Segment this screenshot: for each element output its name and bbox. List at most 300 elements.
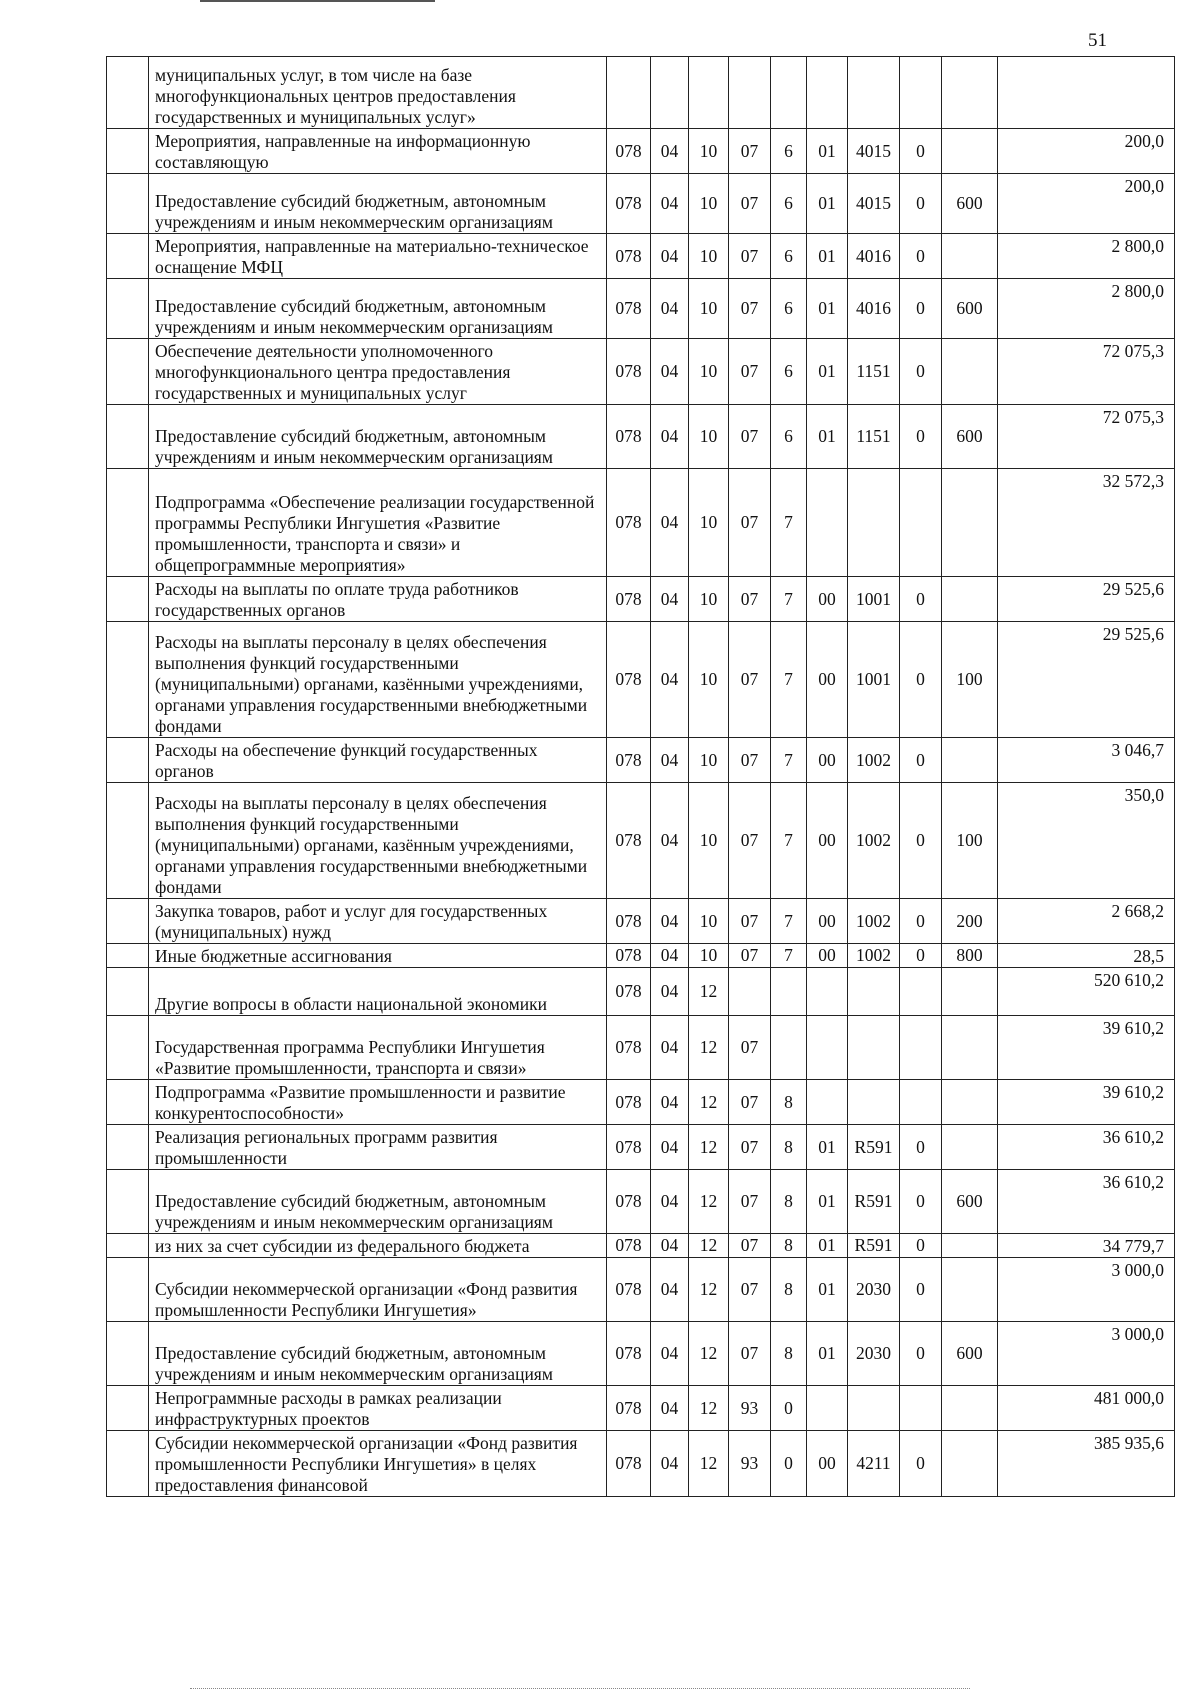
- row-amount: 72 075,3: [998, 339, 1175, 405]
- code-program: 07: [729, 279, 771, 339]
- row-amount: 28,5: [998, 944, 1175, 968]
- table-row: [107, 339, 1175, 405]
- row-name: из них за счет субсидии из федерального бюджета: [149, 1234, 607, 1258]
- row-amount: 2 668,2: [998, 899, 1175, 944]
- row-index-cell: [107, 1080, 149, 1125]
- row-name: Мероприятия, направленные на информационную составляющую: [149, 129, 607, 174]
- code-section: 04: [651, 622, 689, 738]
- table-row: [107, 1258, 1175, 1322]
- row-name: Подпрограмма «Обеспечение реализации государственной программы Республики Ингушетия «Развитие промышленности, транспорта и связи» и общепрограммные мероприятия»: [149, 469, 607, 577]
- table-row: [107, 1125, 1175, 1170]
- code-grbs: 078: [607, 577, 651, 622]
- row-amount: 29 525,6: [998, 577, 1175, 622]
- code-expense-type: 800: [942, 944, 998, 968]
- code-subprogram: 6: [771, 279, 807, 339]
- code-subsection: 10: [689, 738, 729, 783]
- code-main-event: 00: [807, 944, 848, 968]
- code-main-event: [807, 469, 848, 577]
- code-extra: 0: [900, 783, 942, 899]
- code-main-event: 00: [807, 622, 848, 738]
- code-subprogram: 7: [771, 783, 807, 899]
- code-expense-type: [942, 968, 998, 1016]
- row-name: Реализация региональных программ развития промышленности: [149, 1125, 607, 1170]
- code-expense-type: 100: [942, 622, 998, 738]
- code-extra: 0: [900, 405, 942, 469]
- code-extra: 0: [900, 279, 942, 339]
- code-section: 04: [651, 174, 689, 234]
- row-index-cell: [107, 174, 149, 234]
- code-section: 04: [651, 1016, 689, 1080]
- code-subprogram: 7: [771, 944, 807, 968]
- table-row: [107, 577, 1175, 622]
- code-expense-type: [942, 1386, 998, 1431]
- code-extra: 0: [900, 1258, 942, 1322]
- code-subsection: 10: [689, 405, 729, 469]
- code-subsection: 12: [689, 1125, 729, 1170]
- table-row: [107, 129, 1175, 174]
- code-expense-type: [942, 738, 998, 783]
- code-grbs: 078: [607, 899, 651, 944]
- code-expense-type: [942, 1431, 998, 1497]
- row-index-cell: [107, 234, 149, 279]
- code-program: 07: [729, 577, 771, 622]
- code-direction: 1002: [848, 899, 900, 944]
- row-name: Мероприятия, направленные на материально-техническое оснащение МФЦ: [149, 234, 607, 279]
- page-number: 51: [1088, 30, 1107, 51]
- code-subsection: 12: [689, 1016, 729, 1080]
- row-amount: 2 800,0: [998, 279, 1175, 339]
- code-program: 07: [729, 738, 771, 783]
- code-direction: 1002: [848, 944, 900, 968]
- code-program: 07: [729, 129, 771, 174]
- code-expense-type: [942, 577, 998, 622]
- table-row: [107, 1080, 1175, 1125]
- code-main-event: 00: [807, 899, 848, 944]
- code-direction: 4016: [848, 234, 900, 279]
- code-section: 04: [651, 1125, 689, 1170]
- code-grbs: 078: [607, 738, 651, 783]
- code-direction: 4211: [848, 1431, 900, 1497]
- code-subprogram: [771, 57, 807, 129]
- code-section: 04: [651, 577, 689, 622]
- code-main-event: 01: [807, 1125, 848, 1170]
- row-index-cell: [107, 968, 149, 1016]
- code-direction: [848, 968, 900, 1016]
- code-grbs: 078: [607, 1080, 651, 1125]
- code-main-event: [807, 1386, 848, 1431]
- row-name: Предоставление субсидий бюджетным, автономным учреждениям и иным некоммерческим организациям: [149, 405, 607, 469]
- code-subsection: 10: [689, 899, 729, 944]
- code-extra: 0: [900, 577, 942, 622]
- code-section: 04: [651, 405, 689, 469]
- code-expense-type: [942, 339, 998, 405]
- code-program: 07: [729, 469, 771, 577]
- code-program: 07: [729, 1125, 771, 1170]
- code-extra: [900, 57, 942, 129]
- code-extra: [900, 1386, 942, 1431]
- table-row: [107, 1170, 1175, 1234]
- code-section: 04: [651, 279, 689, 339]
- code-direction: 1002: [848, 738, 900, 783]
- table-row: [107, 738, 1175, 783]
- code-direction: 1001: [848, 622, 900, 738]
- code-expense-type: [942, 234, 998, 279]
- code-expense-type: 600: [942, 1170, 998, 1234]
- row-index-cell: [107, 1170, 149, 1234]
- code-extra: 0: [900, 339, 942, 405]
- row-index-cell: [107, 57, 149, 129]
- code-program: 07: [729, 339, 771, 405]
- table-row: [107, 968, 1175, 1016]
- table-row: [107, 622, 1175, 738]
- row-name: Предоставление субсидий бюджетным, автономным учреждениям и иным некоммерческим организациям: [149, 174, 607, 234]
- row-name: Государственная программа Республики Ингушетия «Развитие промышленности, транспорта и связи»: [149, 1016, 607, 1080]
- row-index-cell: [107, 1258, 149, 1322]
- code-expense-type: [942, 1234, 998, 1258]
- code-subprogram: 0: [771, 1386, 807, 1431]
- row-index-cell: [107, 339, 149, 405]
- row-index-cell: [107, 129, 149, 174]
- table-row: [107, 944, 1175, 968]
- code-main-event: 00: [807, 738, 848, 783]
- code-extra: [900, 1016, 942, 1080]
- row-name: Расходы на выплаты по оплате труда работников государственных органов: [149, 577, 607, 622]
- table-row: [107, 174, 1175, 234]
- code-direction: [848, 469, 900, 577]
- row-name: Подпрограмма «Развитие промышленности и развитие конкурентоспособности»: [149, 1080, 607, 1125]
- code-subsection: 10: [689, 234, 729, 279]
- code-subprogram: [771, 968, 807, 1016]
- row-index-cell: [107, 279, 149, 339]
- code-subprogram: 7: [771, 899, 807, 944]
- code-section: 04: [651, 944, 689, 968]
- row-amount: 39 610,2: [998, 1080, 1175, 1125]
- code-subsection: 12: [689, 1080, 729, 1125]
- code-section: 04: [651, 1234, 689, 1258]
- code-program: 07: [729, 622, 771, 738]
- code-grbs: 078: [607, 129, 651, 174]
- row-amount: 385 935,6: [998, 1431, 1175, 1497]
- table-row: [107, 1431, 1175, 1497]
- code-main-event: 01: [807, 279, 848, 339]
- code-extra: 0: [900, 1125, 942, 1170]
- code-main-event: 01: [807, 129, 848, 174]
- row-amount: [998, 57, 1175, 129]
- code-grbs: 078: [607, 622, 651, 738]
- budget-table: [106, 56, 1175, 1497]
- code-direction: 2030: [848, 1322, 900, 1386]
- code-direction: 1151: [848, 405, 900, 469]
- code-subprogram: 7: [771, 622, 807, 738]
- code-subsection: 12: [689, 1386, 729, 1431]
- code-section: 04: [651, 783, 689, 899]
- code-grbs: 078: [607, 469, 651, 577]
- code-program: 07: [729, 405, 771, 469]
- code-extra: [900, 968, 942, 1016]
- code-grbs: 078: [607, 405, 651, 469]
- code-program: 07: [729, 783, 771, 899]
- code-expense-type: 100: [942, 783, 998, 899]
- code-main-event: 01: [807, 1258, 848, 1322]
- code-expense-type: [942, 469, 998, 577]
- code-subprogram: 6: [771, 234, 807, 279]
- code-subsection: 10: [689, 129, 729, 174]
- code-grbs: 078: [607, 1258, 651, 1322]
- row-index-cell: [107, 783, 149, 899]
- bottom-rule: [190, 1688, 970, 1690]
- code-grbs: 078: [607, 1125, 651, 1170]
- code-program: 93: [729, 1431, 771, 1497]
- code-section: 04: [651, 129, 689, 174]
- row-amount: 3 000,0: [998, 1258, 1175, 1322]
- code-program: [729, 968, 771, 1016]
- code-direction: [848, 1386, 900, 1431]
- code-subprogram: 8: [771, 1170, 807, 1234]
- code-program: 07: [729, 1080, 771, 1125]
- row-amount: 29 525,6: [998, 622, 1175, 738]
- row-amount: 39 610,2: [998, 1016, 1175, 1080]
- code-extra: [900, 469, 942, 577]
- code-expense-type: [942, 1125, 998, 1170]
- row-name: Предоставление субсидий бюджетным, автономным учреждениям и иным некоммерческим организациям: [149, 1322, 607, 1386]
- code-expense-type: [942, 129, 998, 174]
- row-name: Обеспечение деятельности уполномоченного многофункционального центра предоставления государственных и муниципальных услуг: [149, 339, 607, 405]
- code-main-event: [807, 968, 848, 1016]
- table-row: [107, 234, 1175, 279]
- code-direction: 2030: [848, 1258, 900, 1322]
- code-direction: 1151: [848, 339, 900, 405]
- code-subprogram: 6: [771, 129, 807, 174]
- code-main-event: 00: [807, 1431, 848, 1497]
- code-direction: [848, 57, 900, 129]
- code-direction: R591: [848, 1170, 900, 1234]
- code-section: 04: [651, 1080, 689, 1125]
- row-name: Другие вопросы в области национальной экономики: [149, 968, 607, 1016]
- code-direction: 1001: [848, 577, 900, 622]
- code-subprogram: 6: [771, 174, 807, 234]
- code-grbs: 078: [607, 174, 651, 234]
- code-grbs: 078: [607, 234, 651, 279]
- table-row: [107, 279, 1175, 339]
- code-subprogram: 8: [771, 1234, 807, 1258]
- code-section: 04: [651, 1322, 689, 1386]
- row-name: Расходы на выплаты персоналу в целях обеспечения выполнения функций государственными (муниципальными) органами, казёнными учреждениями, органами управления государственными внебюджетными фондами: [149, 622, 607, 738]
- row-index-cell: [107, 944, 149, 968]
- row-amount: 36 610,2: [998, 1125, 1175, 1170]
- code-subsection: 12: [689, 968, 729, 1016]
- row-index-cell: [107, 1234, 149, 1258]
- code-extra: 0: [900, 1234, 942, 1258]
- code-subprogram: 7: [771, 469, 807, 577]
- code-subsection: [689, 57, 729, 129]
- code-subsection: 10: [689, 279, 729, 339]
- table-row: [107, 1322, 1175, 1386]
- code-subsection: 10: [689, 622, 729, 738]
- code-subprogram: 7: [771, 738, 807, 783]
- code-subprogram: 6: [771, 405, 807, 469]
- code-subprogram: 0: [771, 1431, 807, 1497]
- code-direction: 1002: [848, 783, 900, 899]
- row-name: Расходы на обеспечение функций государственных органов: [149, 738, 607, 783]
- table-row: [107, 1016, 1175, 1080]
- code-program: 07: [729, 1322, 771, 1386]
- code-subsection: 10: [689, 783, 729, 899]
- code-extra: 0: [900, 129, 942, 174]
- row-index-cell: [107, 1322, 149, 1386]
- code-direction: 4015: [848, 129, 900, 174]
- code-section: 04: [651, 1386, 689, 1431]
- code-program: 07: [729, 1234, 771, 1258]
- row-index-cell: [107, 577, 149, 622]
- code-program: 07: [729, 944, 771, 968]
- code-program: 07: [729, 899, 771, 944]
- code-grbs: 078: [607, 1016, 651, 1080]
- row-amount: 520 610,2: [998, 968, 1175, 1016]
- row-index-cell: [107, 622, 149, 738]
- code-subprogram: 7: [771, 577, 807, 622]
- code-subsection: 12: [689, 1258, 729, 1322]
- code-program: [729, 57, 771, 129]
- code-subprogram: 8: [771, 1125, 807, 1170]
- code-subsection: 10: [689, 577, 729, 622]
- code-subsection: 12: [689, 1170, 729, 1234]
- code-subsection: 10: [689, 944, 729, 968]
- code-program: 07: [729, 1258, 771, 1322]
- row-amount: 481 000,0: [998, 1386, 1175, 1431]
- code-subprogram: 8: [771, 1258, 807, 1322]
- row-amount: 3 046,7: [998, 738, 1175, 783]
- code-direction: [848, 1016, 900, 1080]
- code-grbs: 078: [607, 1386, 651, 1431]
- code-main-event: 01: [807, 405, 848, 469]
- row-name: Закупка товаров, работ и услуг для государственных (муниципальных) нужд: [149, 899, 607, 944]
- code-expense-type: 600: [942, 405, 998, 469]
- code-main-event: 00: [807, 577, 848, 622]
- code-grbs: 078: [607, 1234, 651, 1258]
- code-expense-type: [942, 1258, 998, 1322]
- row-amount: 350,0: [998, 783, 1175, 899]
- table-row: [107, 405, 1175, 469]
- code-subprogram: 6: [771, 339, 807, 405]
- code-section: 04: [651, 968, 689, 1016]
- code-expense-type: 600: [942, 279, 998, 339]
- code-main-event: [807, 1016, 848, 1080]
- code-program: 07: [729, 234, 771, 279]
- code-main-event: 01: [807, 1234, 848, 1258]
- code-program: 07: [729, 1170, 771, 1234]
- code-main-event: 01: [807, 1170, 848, 1234]
- code-direction: [848, 1080, 900, 1125]
- row-name: Предоставление субсидий бюджетным, автономным учреждениям и иным некоммерческим организациям: [149, 1170, 607, 1234]
- row-name: Непрограммные расходы в рамках реализации инфраструктурных проектов: [149, 1386, 607, 1431]
- code-expense-type: 600: [942, 1322, 998, 1386]
- row-name: Субсидии некоммерческой организации «Фонд развития промышленности Республики Ингушетия» в целях предоставления финансовой: [149, 1431, 607, 1497]
- row-amount: 34 779,7: [998, 1234, 1175, 1258]
- code-subsection: 12: [689, 1234, 729, 1258]
- row-index-cell: [107, 1431, 149, 1497]
- table-body: [107, 57, 1175, 1497]
- code-main-event: 01: [807, 1322, 848, 1386]
- row-name: Расходы на выплаты персоналу в целях обеспечения выполнения функций государственными (муниципальными) органами, казённым учреждениями, органами управления государственными внебюджетными фондами: [149, 783, 607, 899]
- row-index-cell: [107, 469, 149, 577]
- code-extra: 0: [900, 899, 942, 944]
- code-extra: 0: [900, 944, 942, 968]
- code-direction: R591: [848, 1125, 900, 1170]
- code-extra: 0: [900, 738, 942, 783]
- code-expense-type: 200: [942, 899, 998, 944]
- row-amount: 200,0: [998, 129, 1175, 174]
- code-grbs: 078: [607, 1431, 651, 1497]
- row-amount: 32 572,3: [998, 469, 1175, 577]
- code-program: 07: [729, 1016, 771, 1080]
- code-section: 04: [651, 1170, 689, 1234]
- code-expense-type: 600: [942, 174, 998, 234]
- code-subsection: 10: [689, 469, 729, 577]
- code-section: [651, 57, 689, 129]
- code-main-event: [807, 1080, 848, 1125]
- code-extra: 0: [900, 234, 942, 279]
- code-section: 04: [651, 234, 689, 279]
- code-grbs: 078: [607, 279, 651, 339]
- code-extra: 0: [900, 174, 942, 234]
- code-direction: 4015: [848, 174, 900, 234]
- row-index-cell: [107, 1125, 149, 1170]
- row-index-cell: [107, 738, 149, 783]
- code-extra: 0: [900, 1431, 942, 1497]
- row-amount: 3 000,0: [998, 1322, 1175, 1386]
- code-direction: R591: [848, 1234, 900, 1258]
- row-index-cell: [107, 1386, 149, 1431]
- code-subprogram: 8: [771, 1322, 807, 1386]
- code-expense-type: [942, 1016, 998, 1080]
- code-section: 04: [651, 469, 689, 577]
- code-subsection: 10: [689, 339, 729, 405]
- row-name: Иные бюджетные ассигнования: [149, 944, 607, 968]
- row-name: муниципальных услуг, в том числе на базе многофункциональных центров предоставления государственных и муниципальных услуг»: [149, 57, 607, 129]
- row-index-cell: [107, 1016, 149, 1080]
- code-section: 04: [651, 1431, 689, 1497]
- row-amount: 2 800,0: [998, 234, 1175, 279]
- table-row: [107, 57, 1175, 129]
- code-grbs: 078: [607, 339, 651, 405]
- code-section: 04: [651, 339, 689, 405]
- row-index-cell: [107, 405, 149, 469]
- code-extra: 0: [900, 1322, 942, 1386]
- code-grbs: 078: [607, 1322, 651, 1386]
- code-section: 04: [651, 899, 689, 944]
- top-rule: [200, 0, 435, 2]
- code-grbs: [607, 57, 651, 129]
- code-grbs: 078: [607, 783, 651, 899]
- code-main-event: 01: [807, 174, 848, 234]
- code-grbs: 078: [607, 968, 651, 1016]
- row-index-cell: [107, 899, 149, 944]
- code-grbs: 078: [607, 1170, 651, 1234]
- code-section: 04: [651, 738, 689, 783]
- row-amount: 200,0: [998, 174, 1175, 234]
- table-row: [107, 783, 1175, 899]
- code-program: 93: [729, 1386, 771, 1431]
- code-subprogram: 8: [771, 1080, 807, 1125]
- code-extra: 0: [900, 622, 942, 738]
- code-subsection: 10: [689, 174, 729, 234]
- code-main-event: 00: [807, 783, 848, 899]
- code-grbs: 078: [607, 944, 651, 968]
- row-name: Предоставление субсидий бюджетным, автономным учреждениям и иным некоммерческим организациям: [149, 279, 607, 339]
- code-subsection: 12: [689, 1431, 729, 1497]
- table-row: [107, 469, 1175, 577]
- code-main-event: 01: [807, 234, 848, 279]
